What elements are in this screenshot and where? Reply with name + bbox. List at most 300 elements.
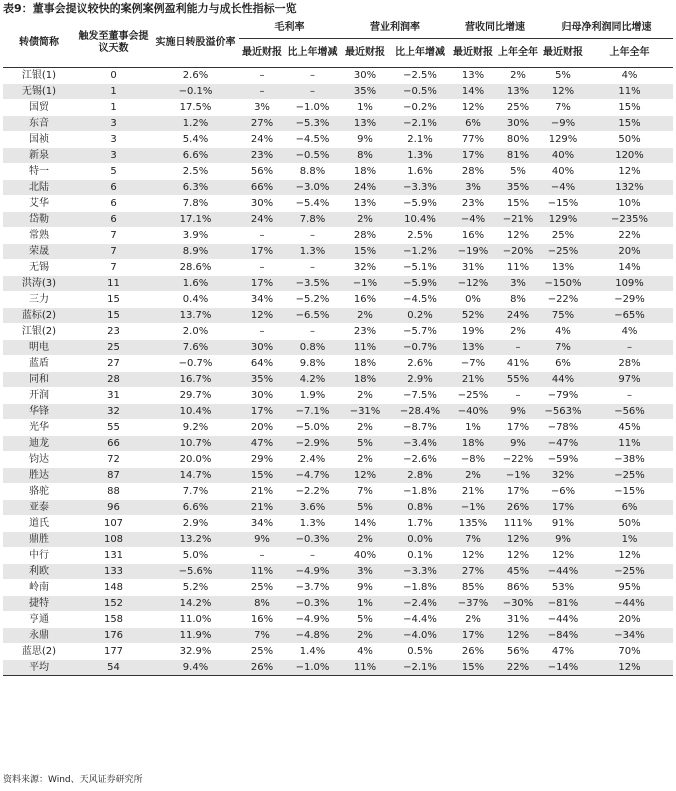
- table-cell: 28%: [340, 228, 390, 244]
- subheader-om-yoy: 比上年增减: [390, 39, 450, 68]
- table-cell: 6.6%: [152, 148, 239, 164]
- table-cell: 5%: [340, 612, 390, 628]
- header-name: 转债简称: [3, 18, 75, 68]
- table-cell: 6%: [586, 500, 673, 516]
- table-cell: −5.4%: [285, 196, 340, 212]
- table-cell: 12%: [586, 660, 673, 676]
- table-cell: 9.4%: [152, 660, 239, 676]
- table-cell: −1%: [496, 468, 540, 484]
- table-cell: –: [239, 228, 285, 244]
- cell-bond-name: 新泉: [3, 148, 75, 164]
- table-cell: 15%: [586, 116, 673, 132]
- table-cell: 28%: [586, 356, 673, 372]
- table-cell: 54: [75, 660, 152, 676]
- cell-bond-name: 岱勒: [3, 212, 75, 228]
- table-cell: 28: [75, 372, 152, 388]
- table-cell: −2.9%: [285, 436, 340, 452]
- table-cell: 2%: [340, 532, 390, 548]
- table-cell: −5.1%: [390, 260, 450, 276]
- subheader-gm-latest: 最近财报: [239, 39, 285, 68]
- table-cell: 17%: [239, 276, 285, 292]
- table-row: [3, 196, 673, 212]
- table-cell: –: [239, 324, 285, 340]
- table-cell: 8%: [340, 148, 390, 164]
- table-cell: −4.9%: [285, 564, 340, 580]
- table-cell: −84%: [540, 628, 586, 644]
- table-cell: 35%: [496, 180, 540, 196]
- table-cell: −0.1%: [152, 84, 239, 100]
- table-cell: 2.9%: [152, 516, 239, 532]
- cell-bond-name: 钧达: [3, 452, 75, 468]
- table-cell: 2%: [340, 388, 390, 404]
- table-cell: 32: [75, 404, 152, 420]
- table-cell: −235%: [586, 212, 673, 228]
- table-cell: −5.3%: [285, 116, 340, 132]
- table-cell: 17%: [496, 420, 540, 436]
- table-cell: 1.9%: [285, 388, 340, 404]
- table-cell: 31%: [496, 612, 540, 628]
- table-cell: −5.9%: [390, 196, 450, 212]
- table-cell: 7.7%: [152, 484, 239, 500]
- table-cell: 26%: [450, 644, 496, 660]
- table-cell: 70%: [586, 644, 673, 660]
- table-cell: 55%: [496, 372, 540, 388]
- table-cell: −22%: [540, 292, 586, 308]
- table-row: [3, 564, 673, 580]
- table-cell: 77%: [450, 132, 496, 148]
- table-cell: −79%: [540, 388, 586, 404]
- table-cell: −4.8%: [285, 628, 340, 644]
- table-cell: 1: [75, 100, 152, 116]
- cell-bond-name: 无锡(1): [3, 84, 75, 100]
- table-cell: 2.6%: [390, 356, 450, 372]
- table-row: [3, 132, 673, 148]
- table-cell: 40%: [340, 548, 390, 564]
- table-cell: 1.6%: [152, 276, 239, 292]
- table-cell: 35%: [239, 372, 285, 388]
- table-cell: 11%: [340, 340, 390, 356]
- table-cell: 16%: [239, 612, 285, 628]
- table-cell: 0.8%: [390, 500, 450, 516]
- table-cell: 24%: [239, 212, 285, 228]
- table-cell: 7: [75, 228, 152, 244]
- table-cell: 23: [75, 324, 152, 340]
- table-cell: –: [285, 324, 340, 340]
- table-cell: 50%: [586, 132, 673, 148]
- table-row: [3, 372, 673, 388]
- table-cell: 11%: [340, 660, 390, 676]
- table-cell: −4.5%: [285, 132, 340, 148]
- table-cell: −6.5%: [285, 308, 340, 324]
- table-cell: 85%: [450, 580, 496, 596]
- table-cell: 17%: [239, 244, 285, 260]
- table-cell: 81%: [496, 148, 540, 164]
- table-cell: 13%: [450, 68, 496, 84]
- table-cell: 9%: [496, 436, 540, 452]
- table-cell: 1.3%: [285, 516, 340, 532]
- table-cell: 131: [75, 548, 152, 564]
- table-row: [3, 68, 673, 84]
- table-cell: −3.3%: [390, 180, 450, 196]
- table-cell: 2%: [340, 452, 390, 468]
- table-cell: 12%: [340, 468, 390, 484]
- table-cell: 132%: [586, 180, 673, 196]
- table-cell: 11.9%: [152, 628, 239, 644]
- table-cell: −5.7%: [390, 324, 450, 340]
- table-cell: 3%: [239, 100, 285, 116]
- table-cell: 2%: [340, 212, 390, 228]
- table-cell: −1.0%: [285, 100, 340, 116]
- table-row: [3, 212, 673, 228]
- table-cell: −12%: [450, 276, 496, 292]
- table-cell: –: [586, 340, 673, 356]
- table-cell: 66%: [239, 180, 285, 196]
- table-cell: 4%: [340, 644, 390, 660]
- table-cell: 72: [75, 452, 152, 468]
- cell-bond-name: 国祯: [3, 132, 75, 148]
- table-cell: 17%: [450, 628, 496, 644]
- table-cell: 25%: [239, 644, 285, 660]
- table-cell: 9%: [540, 532, 586, 548]
- table-cell: –: [285, 84, 340, 100]
- table-cell: 13%: [340, 196, 390, 212]
- table-cell: −5.0%: [285, 420, 340, 436]
- table-cell: −1.8%: [390, 484, 450, 500]
- table-cell: 7.8%: [152, 196, 239, 212]
- table-cell: 18%: [340, 356, 390, 372]
- table-cell: −1.0%: [285, 660, 340, 676]
- table-cell: −0.5%: [390, 84, 450, 100]
- table-row: [3, 228, 673, 244]
- table-cell: 129%: [540, 132, 586, 148]
- cell-bond-name: 亨通: [3, 612, 75, 628]
- table-cell: 1.2%: [152, 116, 239, 132]
- table-cell: 32.9%: [152, 644, 239, 660]
- table-cell: 7%: [450, 532, 496, 548]
- table-cell: 32%: [340, 260, 390, 276]
- table-cell: −0.5%: [285, 148, 340, 164]
- table-row: [3, 532, 673, 548]
- table-cell: 28.6%: [152, 260, 239, 276]
- cell-bond-name: 永鼎: [3, 628, 75, 644]
- table-cell: 1%: [450, 420, 496, 436]
- table-cell: 135%: [450, 516, 496, 532]
- table-cell: 9.8%: [285, 356, 340, 372]
- table-cell: 8.8%: [285, 164, 340, 180]
- cell-bond-name: 艾华: [3, 196, 75, 212]
- table-row: [3, 244, 673, 260]
- table-cell: 12%: [496, 532, 540, 548]
- table-cell: 80%: [496, 132, 540, 148]
- table-row: [3, 452, 673, 468]
- table-cell: 12%: [540, 84, 586, 100]
- table-cell: −65%: [586, 308, 673, 324]
- table-cell: 7%: [540, 340, 586, 356]
- header-premium: 实施日转股溢价率: [152, 18, 239, 68]
- table-cell: 148: [75, 580, 152, 596]
- cell-bond-name: 常熟: [3, 228, 75, 244]
- table-cell: 6: [75, 180, 152, 196]
- table-cell: 11%: [586, 84, 673, 100]
- table-cell: 13%: [450, 340, 496, 356]
- table-cell: 91%: [540, 516, 586, 532]
- table-cell: 45%: [586, 420, 673, 436]
- table-cell: 15: [75, 292, 152, 308]
- table-cell: −4.9%: [285, 612, 340, 628]
- table-cell: −59%: [540, 452, 586, 468]
- cell-bond-name: 道氏: [3, 516, 75, 532]
- table-cell: –: [285, 260, 340, 276]
- table-cell: 6%: [540, 356, 586, 372]
- table-cell: 22%: [496, 660, 540, 676]
- table-cell: 25%: [540, 228, 586, 244]
- table-cell: 12%: [586, 164, 673, 180]
- table-cell: –: [496, 340, 540, 356]
- table-cell: −0.3%: [285, 596, 340, 612]
- table-cell: 12%: [496, 628, 540, 644]
- table-cell: 10.4%: [390, 212, 450, 228]
- table-cell: 2.5%: [152, 164, 239, 180]
- cell-bond-name: 亚泰: [3, 500, 75, 516]
- table-cell: 6.3%: [152, 180, 239, 196]
- table-row: [3, 436, 673, 452]
- table-cell: −0.3%: [285, 532, 340, 548]
- table-cell: 27: [75, 356, 152, 372]
- cell-bond-name: 洪涛(3): [3, 276, 75, 292]
- header-gross-margin: 毛利率: [239, 18, 340, 39]
- header-op-margin: 营业利润率: [340, 18, 450, 39]
- table-row: [3, 628, 673, 644]
- table-cell: −8.7%: [390, 420, 450, 436]
- table-cell: −1%: [340, 276, 390, 292]
- table-cell: −3.7%: [285, 580, 340, 596]
- cell-bond-name: 蓝盾: [3, 356, 75, 372]
- table-cell: 64%: [239, 356, 285, 372]
- cell-bond-name: 中行: [3, 548, 75, 564]
- table-header: [3, 18, 673, 68]
- table-cell: –: [285, 548, 340, 564]
- table-cell: 24%: [496, 308, 540, 324]
- table-cell: 30%: [239, 340, 285, 356]
- table-cell: 47%: [239, 436, 285, 452]
- table-cell: 10.4%: [152, 404, 239, 420]
- table-cell: 97%: [586, 372, 673, 388]
- table-cell: 12%: [496, 548, 540, 564]
- table-cell: −0.7%: [152, 356, 239, 372]
- table-cell: 44%: [540, 372, 586, 388]
- table-cell: 12%: [586, 548, 673, 564]
- table-cell: 23%: [340, 324, 390, 340]
- table-cell: 13%: [340, 116, 390, 132]
- table-cell: −14%: [540, 660, 586, 676]
- cell-bond-name: 鼎胜: [3, 532, 75, 548]
- table-cell: 1.3%: [390, 148, 450, 164]
- data-table-container: [3, 18, 673, 676]
- table-cell: −25%: [450, 388, 496, 404]
- table-cell: 5: [75, 164, 152, 180]
- table-cell: 18%: [340, 164, 390, 180]
- table-cell: 2%: [340, 308, 390, 324]
- table-cell: 17.5%: [152, 100, 239, 116]
- table-cell: 34%: [239, 292, 285, 308]
- table-cell: 95%: [586, 580, 673, 596]
- subheader-gm-yoy: 比上年增减: [285, 39, 340, 68]
- table-row: [3, 84, 673, 100]
- table-cell: −28.4%: [390, 404, 450, 420]
- table-cell: −7.1%: [285, 404, 340, 420]
- table-cell: 52%: [450, 308, 496, 324]
- table-cell: −2.4%: [390, 596, 450, 612]
- table-cell: 20%: [586, 244, 673, 260]
- table-cell: −2.1%: [390, 116, 450, 132]
- table-cell: 40%: [540, 148, 586, 164]
- table-cell: 1: [75, 84, 152, 100]
- table-cell: 3%: [496, 276, 540, 292]
- table-cell: 26%: [239, 660, 285, 676]
- table-cell: 17%: [450, 148, 496, 164]
- table-cell: 3: [75, 148, 152, 164]
- table-row: [3, 516, 673, 532]
- table-cell: 2.6%: [152, 68, 239, 84]
- table-cell: 12%: [496, 228, 540, 244]
- table-cell: 15%: [450, 660, 496, 676]
- table-cell: 0.0%: [390, 532, 450, 548]
- table-cell: 0: [75, 68, 152, 84]
- table-cell: 13.2%: [152, 532, 239, 548]
- table-cell: 3: [75, 132, 152, 148]
- table-cell: 27%: [239, 116, 285, 132]
- cell-bond-name: 江银(1): [3, 68, 75, 84]
- table-cell: −29%: [586, 292, 673, 308]
- table-cell: −5.6%: [152, 564, 239, 580]
- cell-bond-name: 明电: [3, 340, 75, 356]
- table-cell: 16%: [450, 228, 496, 244]
- table-cell: 10%: [586, 196, 673, 212]
- table-cell: 7.6%: [152, 340, 239, 356]
- table-cell: 2%: [496, 324, 540, 340]
- table-cell: 0.8%: [285, 340, 340, 356]
- table-cell: 7.8%: [285, 212, 340, 228]
- table-cell: 14%: [450, 84, 496, 100]
- table-cell: 6: [75, 212, 152, 228]
- table-cell: 5%: [340, 500, 390, 516]
- table-cell: 5.2%: [152, 580, 239, 596]
- table-cell: 86%: [496, 580, 540, 596]
- table-cell: −25%: [540, 244, 586, 260]
- table-cell: −2.1%: [390, 660, 450, 676]
- table-cell: −3.4%: [390, 436, 450, 452]
- table-cell: 17.1%: [152, 212, 239, 228]
- table-cell: 26%: [496, 500, 540, 516]
- table-cell: −1%: [450, 500, 496, 516]
- table-cell: −20%: [496, 244, 540, 260]
- table-cell: −6%: [540, 484, 586, 500]
- table-cell: 11%: [239, 564, 285, 580]
- table-cell: 20%: [239, 420, 285, 436]
- table-cell: 5.4%: [152, 132, 239, 148]
- table-cell: 88: [75, 484, 152, 500]
- table-cell: 12%: [450, 548, 496, 564]
- table-cell: 7%: [340, 484, 390, 500]
- table-row: [3, 644, 673, 660]
- cell-bond-name: 北陆: [3, 180, 75, 196]
- cell-bond-name: 江银(2): [3, 324, 75, 340]
- table-cell: 3%: [340, 564, 390, 580]
- table-row: [3, 420, 673, 436]
- table-cell: −4.5%: [390, 292, 450, 308]
- table-cell: −44%: [540, 564, 586, 580]
- table-cell: 18%: [450, 436, 496, 452]
- table-cell: 9.2%: [152, 420, 239, 436]
- table-cell: 0.5%: [390, 644, 450, 660]
- table-cell: 9%: [239, 532, 285, 548]
- table-cell: 9%: [340, 580, 390, 596]
- table-cell: –: [239, 84, 285, 100]
- table-cell: 16.7%: [152, 372, 239, 388]
- table-cell: 107: [75, 516, 152, 532]
- table-cell: −1.8%: [390, 580, 450, 596]
- cell-bond-name: 开润: [3, 388, 75, 404]
- table-cell: –: [239, 68, 285, 84]
- table-cell: 7: [75, 244, 152, 260]
- table-cell: 2%: [496, 68, 540, 84]
- table-cell: 30%: [340, 68, 390, 84]
- table-cell: −25%: [586, 468, 673, 484]
- table-row: [3, 308, 673, 324]
- cell-bond-name: 平均: [3, 660, 75, 676]
- table-cell: 20%: [586, 612, 673, 628]
- table-cell: 8%: [496, 292, 540, 308]
- table-cell: −31%: [340, 404, 390, 420]
- table-cell: 29.7%: [152, 388, 239, 404]
- header-days: 触发至董事会提议天数: [75, 18, 152, 68]
- table-cell: 11: [75, 276, 152, 292]
- table-cell: 45%: [496, 564, 540, 580]
- table-row: [3, 292, 673, 308]
- table-cell: −44%: [586, 596, 673, 612]
- table-cell: 16%: [340, 292, 390, 308]
- cell-bond-name: 蓝思(2): [3, 644, 75, 660]
- table-cell: 6.6%: [152, 500, 239, 516]
- table-cell: 87: [75, 468, 152, 484]
- table-cell: –: [285, 68, 340, 84]
- table-cell: 8.9%: [152, 244, 239, 260]
- table-cell: –: [239, 548, 285, 564]
- table-cell: 53%: [540, 580, 586, 596]
- table-cell: 21%: [450, 484, 496, 500]
- table-row: [3, 596, 673, 612]
- table-cell: −563%: [540, 404, 586, 420]
- table-cell: 31%: [450, 260, 496, 276]
- table-cell: 27%: [450, 564, 496, 580]
- table-cell: –: [496, 388, 540, 404]
- table-cell: 23%: [450, 196, 496, 212]
- table-cell: −30%: [496, 596, 540, 612]
- cell-bond-name: 岭南: [3, 580, 75, 596]
- table-cell: −19%: [450, 244, 496, 260]
- table-cell: 133: [75, 564, 152, 580]
- table-cell: 4%: [540, 324, 586, 340]
- header-np-growth: 归母净利润同比增速: [540, 18, 673, 39]
- cell-bond-name: 荣晟: [3, 244, 75, 260]
- table-cell: −5.9%: [390, 276, 450, 292]
- table-row: [3, 100, 673, 116]
- table-cell: 0.1%: [390, 548, 450, 564]
- table-cell: 129%: [540, 212, 586, 228]
- table-cell: 17%: [540, 500, 586, 516]
- table-cell: 14.2%: [152, 596, 239, 612]
- table-cell: 2%: [340, 628, 390, 644]
